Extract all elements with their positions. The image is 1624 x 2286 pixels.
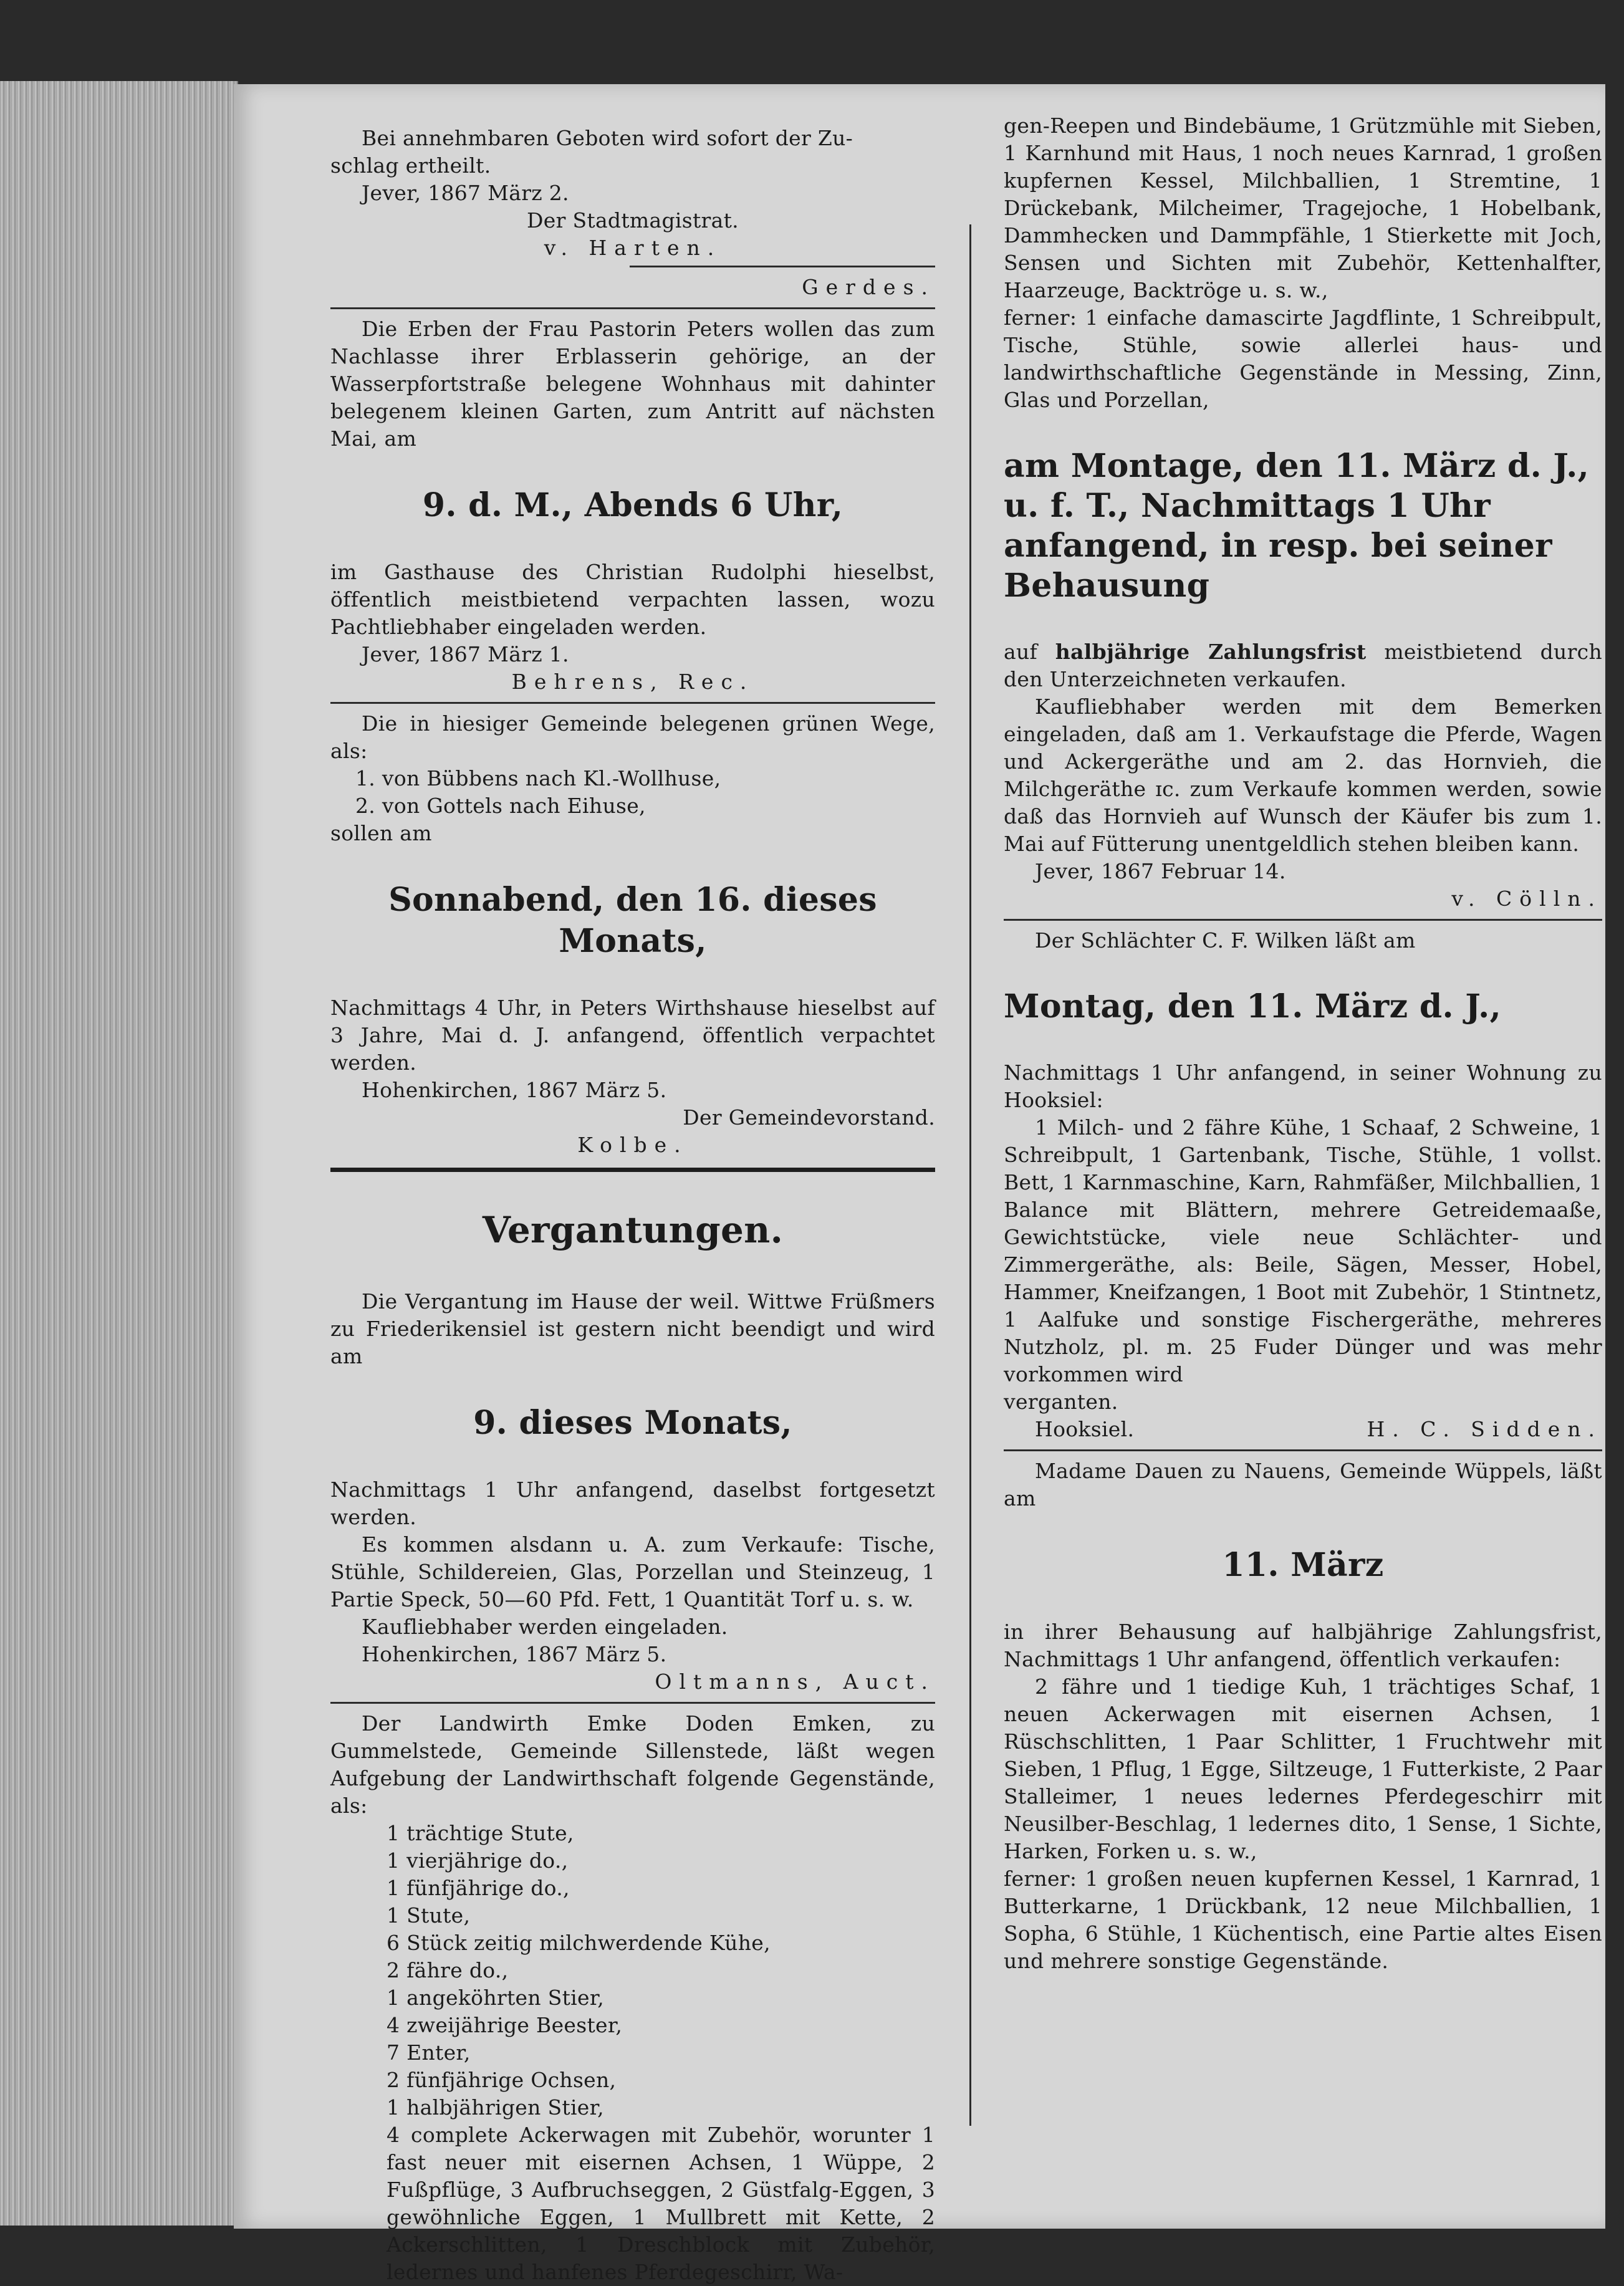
notice-3-org: Der Gemeindevorstand. xyxy=(683,1105,935,1130)
notice-6-text3: 1 Milch- und 2 fähre Kühe, 1 Schaaf, 2 Schweine, 1 Schreibpult, 1 Gartenbank, Tische, Stühle, 1 vollst. Bett, 1 Karnmaschine, Karn, Rahmfäßer, Milchballien, 1 Balance mit Blättern, mehrere Getreidemaaße, Gewichtstücke, viele neue Schlächter- und Zimmergeräthe, als: Beile, Sägen, Messer, Hobel, Hammer, Kneifzangen, 1 Boot mit Zubehör, 1 Stintnetz, 1 Aalfuke und sonstige Fischergeräthe, mehreres Nutzholz, pl. m. 25 Fuder Dünger und was mehr vorkommen wird xyxy=(1004,1115,1602,1386)
section-rule xyxy=(1004,919,1602,921)
right-column xyxy=(1004,112,1602,1975)
terms-prefix: auf xyxy=(1004,640,1038,664)
section-rule-thick xyxy=(330,1168,935,1172)
list-item: 1 angeköhrten Stier, xyxy=(387,1986,605,2010)
notice-1-line1: Bei annehmbaren Geboten wird sofort der Zu- xyxy=(362,126,853,150)
notice-1-date: Jever, 1867 März 2. xyxy=(362,181,569,205)
list-item: 1 Stute, xyxy=(387,1903,471,1928)
section-rule xyxy=(330,702,935,704)
notice-6-place: Hooksiel. xyxy=(1035,1417,1135,1441)
notice-5-terms xyxy=(1004,638,1602,693)
column-divider xyxy=(969,224,971,2126)
notice-3-text2: sollen am xyxy=(330,821,432,845)
terms-highlight: halbjährige Zahlungsfrist xyxy=(1055,640,1367,664)
notice-3-text3: Nachmittags 4 Uhr, in Peters Wirthshause hieselbst auf 3 Jahre, Mai d. J. anfangend, öffentlich verpachtet werden. xyxy=(330,996,935,1075)
notice-1-line2: schlag ertheilt. xyxy=(330,153,491,178)
notice-2-date: Jever, 1867 März 1. xyxy=(362,642,569,666)
notice-4-date-heading: 9. dieses Monats, xyxy=(473,1404,792,1442)
notice-3-sign: Kolbe. xyxy=(577,1133,688,1157)
notice-6-text: Der Schlächter C. F. Wilken läßt am xyxy=(1035,928,1416,953)
section-rule xyxy=(330,307,935,309)
section-rule xyxy=(1004,1449,1602,1451)
notice-7-text2: in ihrer Behausung auf halbjährige Zahlungsfrist, Nachmittags 1 Uhr anfangend, öffentlich verkaufen: xyxy=(1004,1620,1602,1671)
section-rule xyxy=(330,1702,935,1704)
notice-5-text3: ferner: 1 einfache damascirte Jagdflinte, 1 Schreibpult, Tische, Stühle, sowie allerlei haus- und landwirthschaftliche Gegenstände in Messing, Zinn, Glas und Porzellan, xyxy=(1004,305,1602,412)
notice-4-text4: Kaufliebhaber werden eingeladen. xyxy=(362,1615,728,1639)
notice-6-footer xyxy=(1004,1416,1602,1443)
notice-1-sign1: v. Harten. xyxy=(544,236,722,260)
notice-3-item2: 2. von Gottels nach Eihuse, xyxy=(355,794,646,818)
notice-6-date-heading: Montag, den 11. März d. J., xyxy=(1004,987,1501,1025)
list-item: 6 Stück zeitig milchwerdende Kühe, xyxy=(387,1931,771,1955)
notice-4-text3: Es kommen alsdann u. A. zum Verkaufe: Tische, Stühle, Schildereien, Glas, Porzellan und Steinzeug, 1 Partie Speck, 50—60 Pfd. Fett, 1 Quantität Torf u. s. w. xyxy=(330,1532,935,1611)
notice-7-date-heading: 11. März xyxy=(1222,1546,1384,1584)
left-column xyxy=(330,125,935,2286)
list-item: 1 halbjährigen Stier, xyxy=(387,2095,604,2120)
notice-3-item1: 1. von Bübbens nach Kl.-Wollhuse, xyxy=(355,766,721,790)
notice-6-sign: H. C. Sidden. xyxy=(1367,1417,1602,1441)
notice-5-item-list xyxy=(330,1820,935,2121)
notice-2-text2: im Gasthause des Christian Rudolphi hieselbst, öffentlich meistbietend verpachten lassen, wozu Pachtliebhaber eingeladen werden. xyxy=(330,560,935,639)
list-item: 4 zweijährige Beester, xyxy=(387,2013,623,2037)
notice-5-text4: Kaufliebhaber werden mit dem Bemerken eingeladen, daß am 1. Verkaufstage die Pferde, Wagen und Ackergeräthe und am 2. das Hornvieh, die Milchgeräthe ɪc. zum Verkaufe kommen werden, sowie daß das Hornvieh auf Wunsch der Käufer bis zum 1. Mai auf Fütterung unentgeldlich stehen bleiben kann. xyxy=(1004,694,1602,856)
notice-5-date: Jever, 1867 Februar 14. xyxy=(1035,859,1286,883)
list-item: 7 Enter, xyxy=(387,2040,471,2065)
list-item: 1 fünfjährige do., xyxy=(387,1876,570,1900)
notice-5-continued: gen-Reepen und Bindebäume, 1 Grützmühle mit Sieben, 1 Karnhund mit Haus, 1 noch neues Karnrad, 1 großen kupfernen Kessel, Milchballien, 1 Stremtine, 1 Drückebank, Milcheimer, Tragejoche, 1 Hobelbank, Dammhecken und Dammpfähle, 1 Stierkette mit Joch, Sensen und Sichten mit Zubehör, Kettenhalfter, Haarzeuge, Backtröge u. s. w., xyxy=(1004,113,1602,302)
list-item: 2 fünfjährige Ochsen, xyxy=(387,2068,617,2092)
notice-3-date: Hohenkirchen, 1867 März 5. xyxy=(362,1078,667,1102)
notice-3-date-heading: Sonnabend, den 16. dieses Monats, xyxy=(388,881,877,960)
notice-5-text2: 4 complete Ackerwagen mit Zubehör, worunter 1 fast neuer mit eisernen Achsen, 1 Wüppe, 2 Fußpflüge, 3 Aufbruchseggen, 2 Güstfalg-Eggen, 3 gewöhnliche Eggen, 1 Mullbrett mit Kette, 2 Ackerschlitten, 1 Dreschblock mit Zubehör, ledernes und hanfenes Pferdegeschirr, Wa- xyxy=(387,2123,935,2284)
notice-6-text2: Nachmittags 1 Uhr anfangend, in seiner Wohnung zu Hooksiel: xyxy=(1004,1060,1602,1112)
notice-4-sign: Oltmanns, Auct. xyxy=(655,1669,935,1694)
notice-2-text: Die Erben der Frau Pastorin Peters wollen das zum Nachlasse ihrer Erblasserin gehörige, an der Wasserpfortstraße belegene Wohnhaus mit dahinter belegenem kleinen Garten, zum Antritt auf nächsten Mai, am xyxy=(330,317,935,451)
notice-5-text: Der Landwirth Emke Doden Emken, zu Gummelstede, Gemeinde Sillenstede, läßt wegen Aufgebung der Landwirthschaft folgende Gegenstände, als: xyxy=(330,1711,935,1818)
notice-4-text2: Nachmittags 1 Uhr anfangend, daselbst fortgesetzt werden. xyxy=(330,1477,935,1529)
notice-5-sign: v. Cölln. xyxy=(1451,886,1602,911)
signature-rule xyxy=(630,266,935,267)
terms-suffix: meistbietend durch den Unterzeichneten verkaufen. xyxy=(1004,640,1602,691)
notice-2-sign: Behrens, Rec. xyxy=(511,670,754,694)
notice-7-text3: 2 fähre und 1 tiedige Kuh, 1 trächtiges Schaf, 1 neuen Ackerwagen mit eisernen Achsen, 1 Rüschschlitten, 1 Paar Schlitter, 1 Fruchtwehr mit Sieben, 1 Pflug, 1 Egge, Siltzeuge, 1 Futterkiste, 2 Paar Stalleimer, 1 neues ledernes Pferdegeschirr mit Neusilber-Beschlag, 1 ledernes dito, 1 Sense, 1 Sichte, Harken, Forken u. s. w., xyxy=(1004,1674,1602,1863)
notice-5-date-heading: am Montage, den 11. März d. J., u. f. T., Nachmittags 1 Uhr anfangend, in resp. bei seiner Behausung xyxy=(1004,447,1590,605)
list-item: 1 vierjährige do., xyxy=(387,1848,569,1873)
list-item: 1 trächtige Stute, xyxy=(387,1821,574,1845)
notice-1-org: Der Stadtmagistrat. xyxy=(527,208,739,233)
notice-3-text: Die in hiesiger Gemeinde belegenen grünen Wege, als: xyxy=(330,711,935,763)
notice-7-text: Madame Dauen zu Nauens, Gemeinde Wüppels, läßt am xyxy=(1004,1459,1602,1510)
notice-4-date: Hohenkirchen, 1867 März 5. xyxy=(362,1642,667,1666)
notice-6-text4: verganten. xyxy=(1004,1390,1118,1414)
notice-4-text: Die Vergantung im Hause der weil. Wittwe Früßmers zu Friederikensiel ist gestern nicht beendigt und wird am xyxy=(330,1289,935,1368)
page-stack-edge xyxy=(0,81,238,2226)
notice-7-text4: ferner: 1 großen neuen kupfernen Kessel, 1 Karnrad, 1 Butterkarne, 1 Drückbank, 12 neue Milchballien, 1 Sopha, 6 Stühle, 1 Küchentisch, eine Partie altes Eisen und mehrere sonstige Gegenstände. xyxy=(1004,1866,1602,1973)
section-heading: Vergantungen. xyxy=(482,1209,784,1251)
notice-2-date-heading: 9. d. M., Abends 6 Uhr, xyxy=(422,486,843,524)
notice-1-sign2: Gerdes. xyxy=(802,275,935,299)
list-item: 2 fähre do., xyxy=(387,1958,509,1982)
